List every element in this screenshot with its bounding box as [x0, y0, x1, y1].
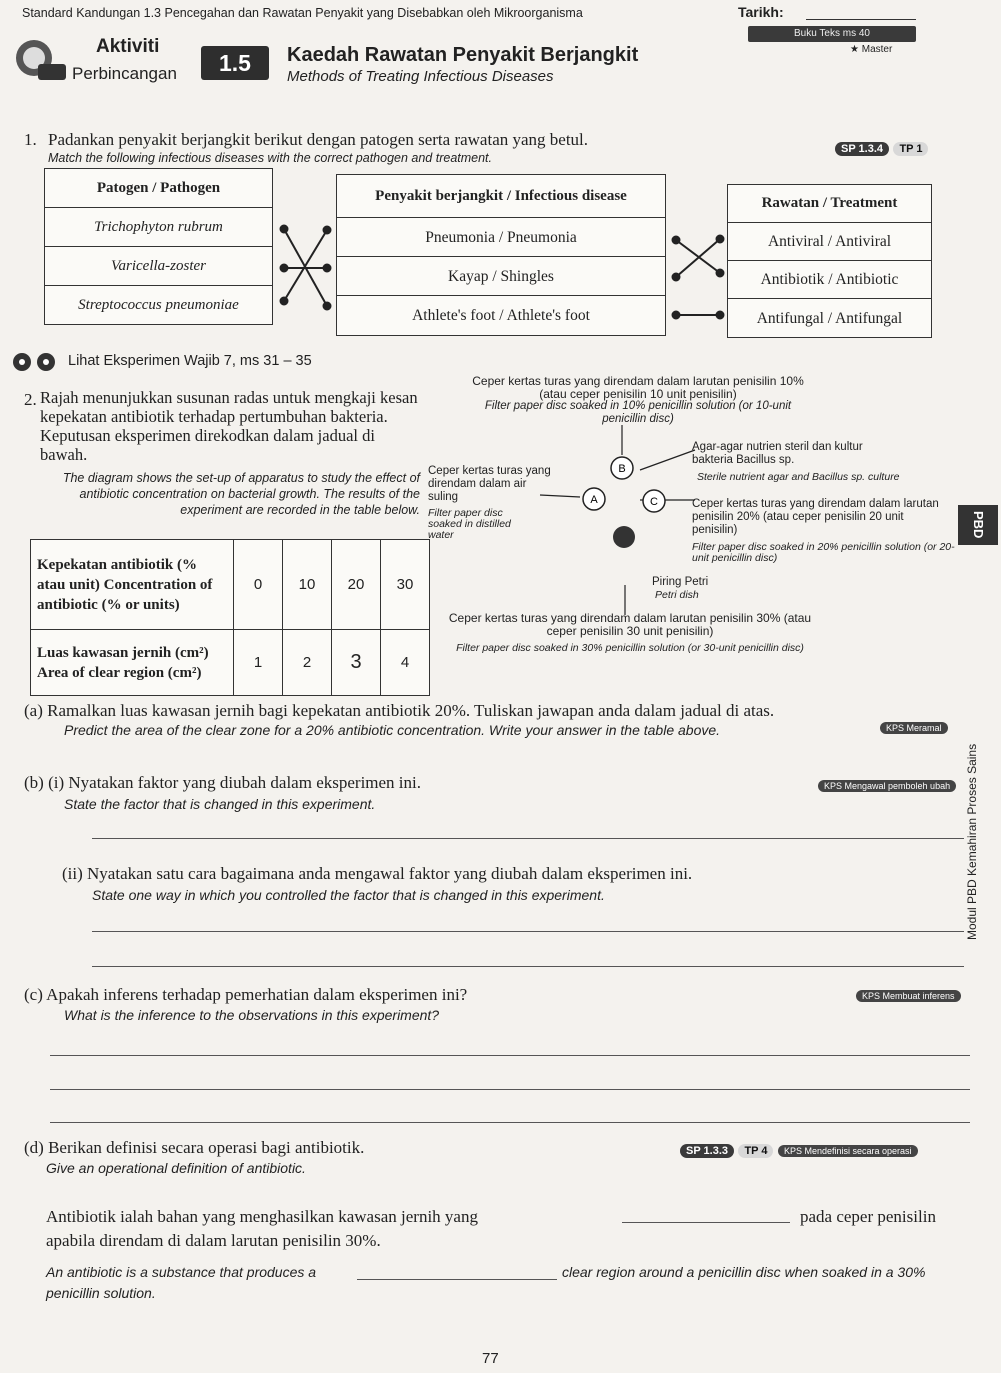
title-ms: Kaedah Rawatan Penyakit Berjangkit	[287, 44, 639, 66]
q2-text-en: The diagram shows the set-up of apparatus to study the effect of antibiotic concentration on bacterial growth. The results of the experiment are recorded in the table below.	[62, 471, 420, 517]
qbi-ms: (b) (i) Nyatakan faktor yang diubah dalam eksperimen ini.	[24, 773, 422, 792]
pointer-line	[640, 450, 695, 470]
area-value: 1	[234, 630, 283, 696]
q1-text-ms: Padankan penyakit berjangkit berikut dengan patogen serta rawatan yang betul.	[48, 130, 589, 149]
qbii-en: State one way in which you controlled the factor that is changed in this experiment.	[92, 887, 605, 903]
date-label: Tarikh:	[738, 4, 784, 20]
q1-badges	[835, 139, 928, 157]
diag-top-en: Filter paper disc soaked in 10% penicillin solution (or 10-unit penicillin disc)	[484, 400, 792, 425]
diag-petri-ms: Piring Petri	[652, 576, 709, 588]
disc-c-label: C	[650, 496, 658, 508]
diag-water-ms: Ceper kertas turas yang direndam dalam air suling	[428, 465, 551, 503]
aktiviti-label: Aktiviti	[96, 36, 160, 57]
answer-blank[interactable]	[357, 1279, 557, 1280]
kps-badge: KPS Membuat inferens	[856, 990, 961, 1002]
kps-badge: KPS Mendefinisi secara operasi	[778, 1145, 918, 1157]
diag-bottom-en: Filter paper disc soaked in 30% penicillin solution (or 30-unit penicillin disc)	[456, 642, 804, 654]
answer-line[interactable]	[92, 931, 964, 932]
answer-line[interactable]	[50, 1055, 970, 1056]
area-answer[interactable]: 3	[332, 630, 381, 696]
pbd-tab: PBD	[958, 505, 998, 545]
qd-answer-ms-2: pada ceper penisilin	[800, 1207, 936, 1226]
disease-item: Pneumonia / Pneumonia	[337, 217, 665, 257]
title-en: Methods of Treating Infectious Diseases	[287, 68, 554, 85]
match-dot	[717, 236, 724, 243]
treatment-header: Rawatan / Treatment	[761, 195, 898, 211]
petri-dish-diagram	[530, 425, 700, 615]
qa-en: Predict the area of the clear zone for a 20% antibiotic concentration. Write your answer in the table above.	[64, 722, 721, 738]
qc-en: What is the inference to the observations in this experiment?	[64, 1007, 440, 1023]
qd-answer-en-1: An antibiotic is a substance that produces a	[46, 1264, 317, 1280]
disc-b-label: B	[618, 463, 626, 475]
matching-lines	[270, 220, 740, 320]
diag-petri-en: Petri dish	[655, 589, 699, 601]
qc-ms: (c) Apakah inferens terhadap pemerhatian dalam eksperimen ini?	[24, 985, 468, 1004]
pathogen-item: Varicella-zoster	[45, 246, 272, 286]
match-dot	[324, 265, 331, 272]
textbook-ref: Buku Teks ms 40	[748, 26, 916, 42]
diag-bottom-ms: Ceper kertas turas yang direndam dalam larutan penisilin 30% (atau ceper penisilin 30 unit penisilin)	[448, 611, 812, 638]
concentration-value: 10	[283, 540, 332, 630]
diag-right-ms: Ceper kertas turas yang direndam dalam larutan penisilin 20% (atau ceper penisilin 20 unit penisilin)	[692, 498, 939, 536]
lihat-ref: Lihat Eksperimen Wajib 7, ms 31 – 35	[68, 353, 312, 369]
q2-text-ms: Rajah menunjukkan susunan radas untuk mengkaji kesan kepekatan antibiotik terhadap pertumbuhan bakteria. Keputusan eksperimen direkodkan dalam jadual di bawah.	[40, 388, 418, 464]
disease-header: Penyakit berjangkit / Infectious disease	[375, 187, 627, 204]
diag-right-en: Filter paper disc soaked in 20% penicillin solution (or 20-unit penicillin disc)	[692, 541, 955, 564]
date-line	[806, 19, 916, 20]
qd-answer-ms-1: Antibiotik ialah bahan yang menghasilkan kawasan jernih yang	[46, 1207, 478, 1226]
treatment-item: Antibiotik / Antibiotic	[728, 260, 931, 299]
concentration-label: Kepekatan antibiotik (% atau unit) Concentration of antibiotic (% or units)	[31, 540, 234, 630]
results-table	[30, 539, 430, 696]
eye-icon	[12, 352, 70, 372]
diag-agar-ms: Agar-agar nutrien steril dan kultur bakteria Bacillus sp.	[692, 441, 863, 466]
pathogen-item: Trichophyton rubrum	[45, 207, 272, 247]
qd-answer-en-3: penicillin solution.	[46, 1285, 156, 1301]
qd-answer-en-2: clear region around a penicillin disc when soaked in a 30%	[562, 1264, 926, 1280]
match-dot	[324, 227, 331, 234]
pathogen-item: Streptococcus pneumoniae	[45, 285, 272, 325]
kps-badge: KPS Meramal	[880, 722, 948, 734]
match-dot	[281, 226, 288, 233]
activity-number: 1.5	[201, 46, 269, 80]
answer-blank[interactable]	[622, 1222, 790, 1223]
area-value: 2	[283, 630, 332, 696]
match-dot	[281, 265, 288, 272]
answer-line[interactable]	[50, 1089, 970, 1090]
qd-ms: (d) Berikan definisi secara operasi bagi antibiotik.	[24, 1138, 365, 1157]
area-label: Luas kawasan jernih (cm²) Area of clear region (cm²)	[31, 630, 234, 696]
pointer-line	[540, 495, 580, 497]
treatment-item: Antiviral / Antiviral	[728, 222, 931, 261]
q1-number: 1.	[24, 130, 37, 149]
kps-badge: KPS Mengawal pemboleh ubah	[818, 780, 956, 792]
match-dot	[673, 274, 680, 281]
qa-ms: (a) Ramalkan luas kawasan jernih bagi kepekatan antibiotik 20%. Tuliskan jawapan anda dalam jadual di atas.	[24, 701, 775, 720]
pathogen-header: Patogen / Pathogen	[96, 179, 221, 196]
tp-badge: TP 4	[738, 1144, 773, 1158]
chapter-line: Standard Kandungan 1.3 Pencegahan dan Rawatan Penyakit yang Disebabkan oleh Mikroorganisma	[22, 6, 583, 20]
disc-d	[613, 526, 635, 548]
qbii-ms: (ii) Nyatakan satu cara bagaimana anda mengawal faktor yang diubah dalam eksperimen ini.	[62, 864, 693, 883]
diag-agar-en: Sterile nutrient agar and Bacillus sp. culture	[697, 471, 900, 483]
concentration-value: 30	[381, 540, 430, 630]
sp-badge: SP 1.3.3	[680, 1144, 734, 1158]
disc-a-label: A	[590, 494, 598, 506]
concentration-value: 20	[332, 540, 381, 630]
qd-answer-ms-3: apabila direndam di dalam larutan penisilin 30%.	[46, 1231, 381, 1250]
qd-en: Give an operational definition of antibiotic.	[46, 1160, 306, 1176]
discussion-icon	[12, 34, 70, 84]
area-value: 4	[381, 630, 430, 696]
match-dot	[281, 298, 288, 305]
answer-line[interactable]	[92, 966, 964, 967]
page-number: 77	[482, 1350, 499, 1367]
match-dot	[324, 303, 331, 310]
answer-line[interactable]	[92, 838, 964, 839]
treatment-item: Antifungal / Antifungal	[728, 298, 931, 338]
q1-text-en: Match the following infectious diseases with the correct pathogen and treatment.	[48, 151, 493, 165]
master-label: ★ Master	[850, 44, 893, 55]
qbi-en: State the factor that is changed in this experiment.	[64, 796, 376, 812]
perbincangan-label: Perbincangan	[72, 64, 177, 83]
disease-item: Kayap / Shingles	[337, 256, 665, 296]
match-dot	[717, 270, 724, 277]
answer-line[interactable]	[50, 1122, 970, 1123]
q2-number: 2.	[24, 390, 37, 409]
diag-water-en: Filter paper disc soaked in distilled water	[428, 507, 511, 541]
tp-badge: TP 1	[893, 142, 928, 156]
pathogen-box	[44, 168, 273, 325]
match-dot	[717, 312, 724, 319]
diag-top-ms: Ceper kertas turas yang direndam dalam larutan penisilin 10% (atau ceper penisilin 10 unit penisilin)	[472, 374, 804, 401]
sidebar-label: Modul PBD Kemahiran Proses Sains	[965, 743, 979, 940]
match-dot	[673, 312, 680, 319]
concentration-value: 0	[234, 540, 283, 630]
qd-badges	[680, 1141, 918, 1159]
match-dot	[673, 237, 680, 244]
disease-item: Athlete's foot / Athlete's foot	[337, 295, 665, 336]
treatment-box	[727, 184, 932, 338]
sp-badge: SP 1.3.4	[835, 142, 889, 156]
